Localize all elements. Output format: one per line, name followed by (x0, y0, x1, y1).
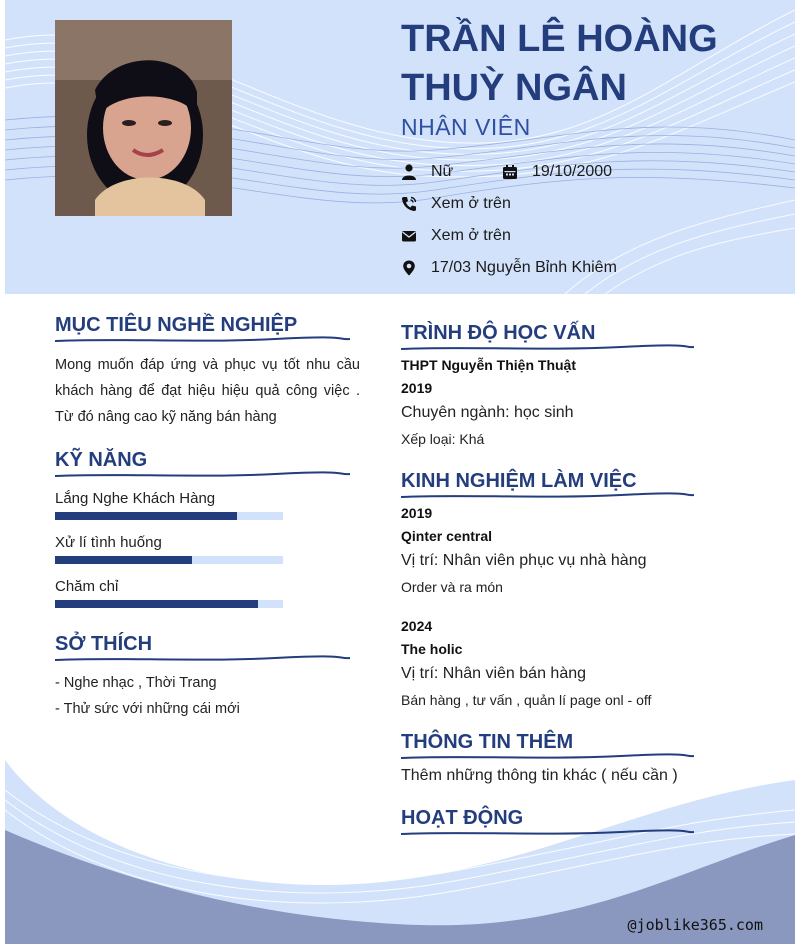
hobbies-underline (55, 655, 350, 663)
calendar-icon (502, 164, 518, 180)
phone-icon (401, 196, 417, 212)
school-name: THPT Nguyễn Thiện Thuật (401, 357, 576, 373)
gender-value: Nữ (431, 163, 454, 180)
name-line-2: THUỲ NGÂN (401, 67, 627, 109)
hobby-item: - Thử sức với những cái mới (55, 701, 240, 717)
skill-bar-fill (55, 600, 258, 608)
watermark: @joblike365.com (627, 916, 763, 934)
hobbies-title: SỞ THÍCH (55, 633, 153, 655)
job-position: Vị trí: Nhân viên phục vụ nhà hàng (401, 552, 647, 569)
job-description: Order và ra món (401, 579, 503, 595)
skill-label: Chăm chỉ (55, 578, 119, 595)
email-value: Xem ở trên (431, 227, 511, 244)
activities-underline (401, 829, 694, 837)
extra-title: THÔNG TIN THÊM (401, 731, 574, 753)
hobby-item: - Nghe nhạc , Thời Trang (55, 675, 217, 691)
dob-row (502, 163, 612, 181)
profile-photo (55, 20, 232, 216)
education-year: 2019 (401, 380, 433, 396)
education-grade: Xếp loại: Khá (401, 431, 485, 447)
objective-title: MỤC TIÊU NGHỀ NGHIỆP (55, 314, 298, 336)
experience-underline (401, 492, 694, 500)
mail-icon (401, 228, 417, 244)
job-position: Vị trí: Nhân viên bán hàng (401, 665, 587, 682)
extra-underline (401, 753, 694, 761)
location-icon (401, 260, 417, 276)
skill-label: Xử lí tình huống (55, 534, 162, 551)
experience-title: KINH NGHIỆM LÀM VIỆC (401, 470, 637, 492)
objective-text: Mong muốn đáp ứng và phục vụ tốt nhu cầu khách hàng để đạt hiệu hiệu quả công việc . Từ đó nâng cao kỹ năng bán hàng (55, 357, 360, 425)
skills-title: KỸ NĂNG (55, 449, 148, 471)
job-company: The holic (401, 641, 463, 657)
email-row (401, 227, 511, 245)
education-title: TRÌNH ĐỘ HỌC VẤN (401, 322, 596, 344)
activities-title: HOẠT ĐỘNG (401, 807, 524, 829)
skill-label: Lắng Nghe Khách Hàng (55, 490, 216, 507)
phone-value: Xem ở trên (431, 195, 511, 212)
education-underline (401, 344, 694, 352)
education-major: Chuyên ngành: học sinh (401, 404, 574, 421)
name-line-1: TRẦN LÊ HOÀNG (401, 18, 718, 60)
skill-bar-fill (55, 556, 192, 564)
skill-bar-track (55, 512, 283, 520)
phone-row (401, 195, 511, 213)
dob-value: 19/10/2000 (532, 163, 613, 180)
address-row (401, 259, 617, 277)
skills-underline (55, 471, 350, 479)
job-description: Bán hàng , tư vấn , quản lí page onl - off (401, 692, 652, 708)
job-company: Qinter central (401, 528, 493, 544)
skill-bar-track (55, 600, 283, 608)
job-year: 2019 (401, 505, 433, 521)
job-year: 2024 (401, 618, 433, 634)
person-icon (401, 164, 417, 180)
extra-text: Thêm những thông tin khác ( nếu cần ) (401, 767, 678, 784)
job-role: NHÂN VIÊN (401, 114, 531, 140)
full-name (401, 15, 781, 113)
objective-underline (55, 336, 350, 344)
gender-row (401, 163, 453, 181)
address-value: 17/03 Nguyễn Bỉnh Khiêm (431, 259, 617, 276)
skill-bar-fill (55, 512, 237, 520)
skill-bar-track (55, 556, 283, 564)
